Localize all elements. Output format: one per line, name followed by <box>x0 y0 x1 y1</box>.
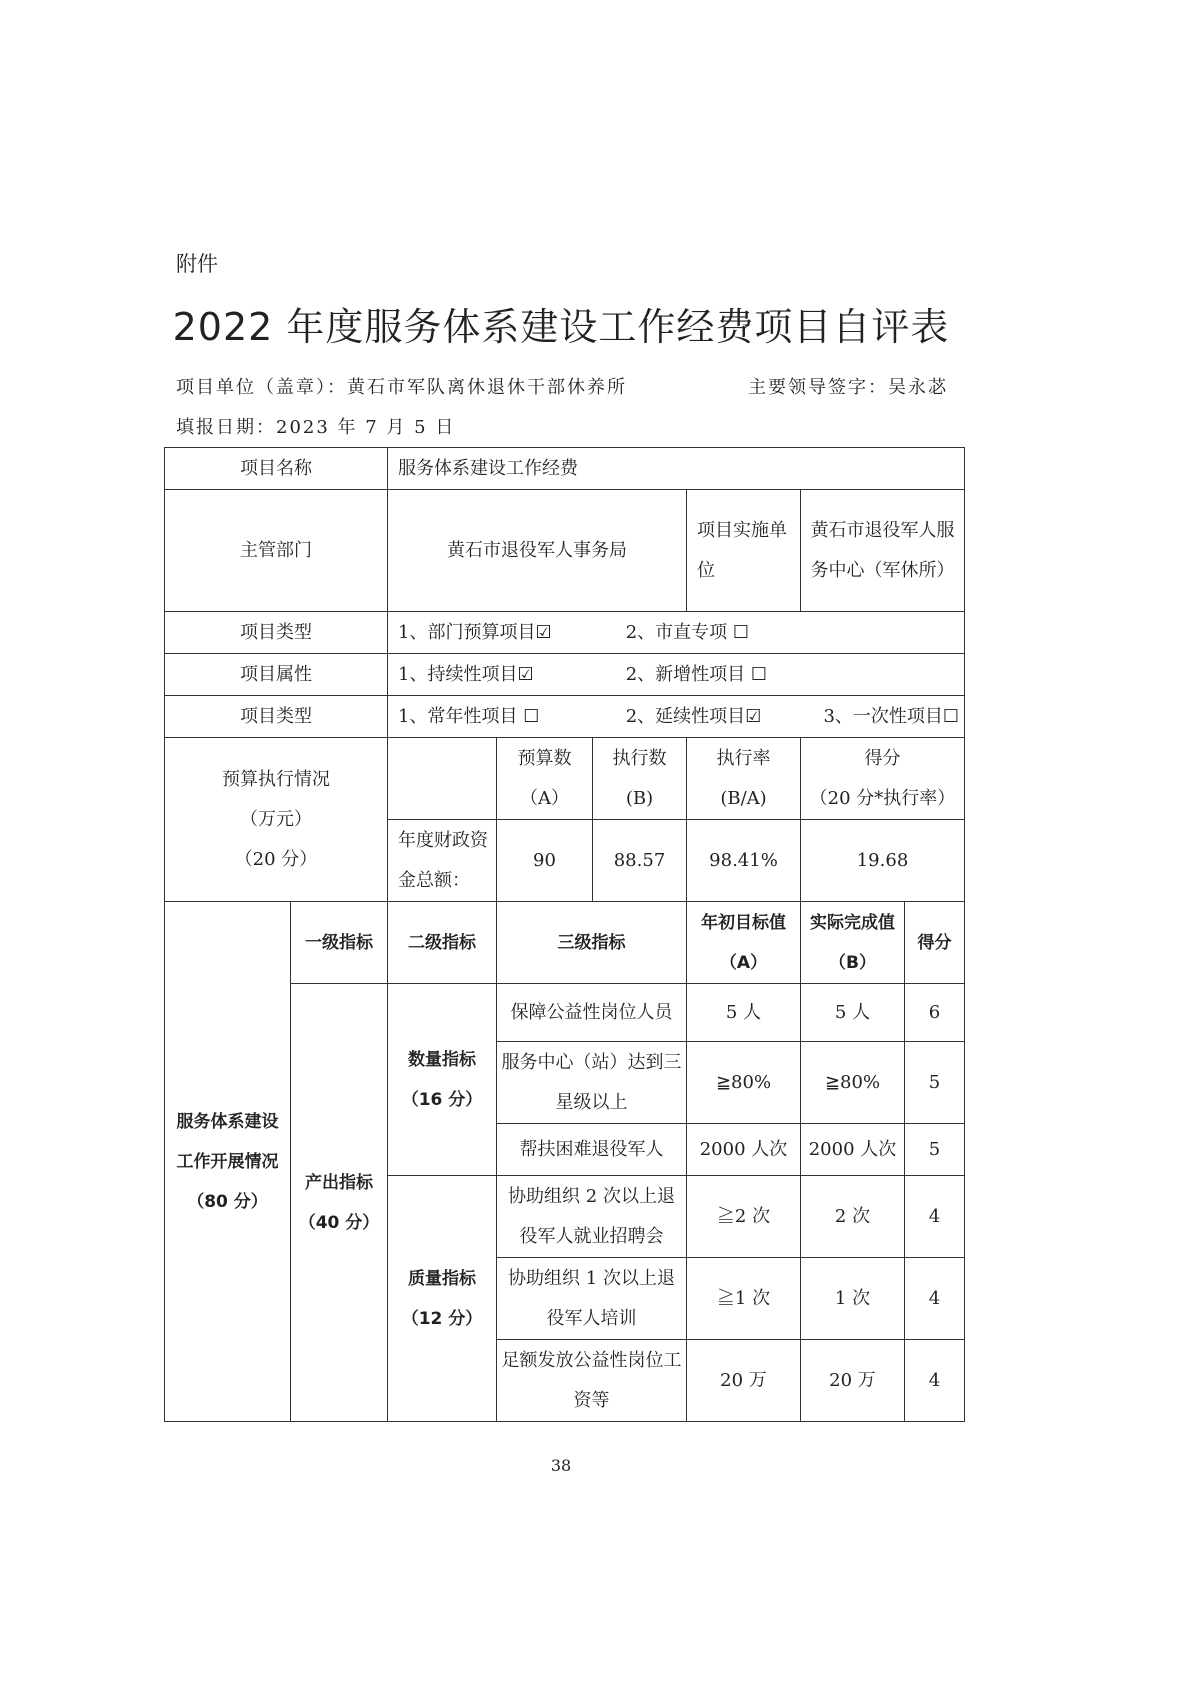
header-score <box>801 738 965 820</box>
project-type-options-2 <box>388 696 965 738</box>
item-cell: 帮扶困难退役军人 <box>497 1124 687 1176</box>
checked-box-icon: ☑ <box>535 621 552 643</box>
budget-label-line1: 预算执行情况 <box>222 768 330 790</box>
quantity-indicator <box>388 984 497 1176</box>
header-level1: 一级指标 <box>291 902 388 984</box>
option-new <box>626 655 767 695</box>
option-label: 2、市直专项 <box>625 621 728 643</box>
option-extended <box>626 697 818 737</box>
option-label: 3、一次性项目 <box>823 705 943 727</box>
score-cell: 4 <box>905 1340 965 1422</box>
department-label: 主管部门 <box>165 490 388 612</box>
attachment-label: 附件 <box>176 252 218 276</box>
output-indicator-label: 产出指标 <box>305 1172 373 1193</box>
annual-funds-label: 年度财政资金总额： <box>388 820 497 902</box>
item-cell: 保障公益性岗位人员 <box>497 984 687 1042</box>
output-indicator <box>291 984 388 1422</box>
option-city-special <box>626 613 749 653</box>
implementing-unit-label: 项目实施单位 <box>687 490 801 612</box>
actual-cell: 2000 人次 <box>801 1124 905 1176</box>
option-one-time <box>823 697 959 737</box>
checked-box-icon: ☑ <box>517 663 534 685</box>
header-executed-sub: (B) <box>625 787 654 809</box>
option-label: 1、部门预算项目 <box>398 621 536 643</box>
option-label: 1、持续性项目 <box>398 663 518 685</box>
unchecked-box-icon: ☐ <box>750 663 768 685</box>
header-actual: 实际完成值（B） <box>801 902 905 984</box>
row-performance-header <box>165 902 965 984</box>
project-unit-label: 项目单位（盖章）： <box>176 377 347 398</box>
header-rate-sub: (B/A) <box>720 787 767 809</box>
item-cell: 足额发放公益性岗位工资等 <box>497 1340 687 1422</box>
header-budget-sub: （A） <box>520 787 569 809</box>
unchecked-box-icon: ☐ <box>942 705 960 727</box>
quality-indicator-sub: （12 分） <box>401 1308 483 1329</box>
budget-value: 90 <box>497 820 593 902</box>
page-number: 38 <box>550 1456 572 1475</box>
project-name-value: 服务体系建设工作经费 <box>388 448 965 490</box>
project-attribute-options <box>388 654 965 696</box>
option-regular <box>398 697 620 737</box>
header-level2: 二级指标 <box>388 902 497 984</box>
department-value: 黄石市退役军人事务局 <box>388 490 687 612</box>
quality-indicator <box>388 1176 497 1422</box>
header-executed-text: 执行数 <box>612 747 667 769</box>
item-cell: 协助组织 1 次以上退役军人培训 <box>497 1258 687 1340</box>
header-score-sub: （20 分*执行率） <box>809 787 956 809</box>
option-department-budget <box>398 613 620 653</box>
row-project-type-2 <box>165 696 965 738</box>
unchecked-box-icon: ☐ <box>523 705 540 727</box>
budget-label-line3: （20 分） <box>234 848 318 870</box>
option-label: 2、延续性项目 <box>625 705 746 727</box>
target-cell: 2000 人次 <box>687 1124 801 1176</box>
actual-cell: 20 万 <box>801 1340 905 1422</box>
score-cell: 4 <box>905 1176 965 1258</box>
self-evaluation-table <box>164 447 965 1422</box>
project-type-options <box>388 612 965 654</box>
budget-label-line2: （万元） <box>240 808 312 830</box>
project-attribute-label: 项目属性 <box>165 654 388 696</box>
quantity-indicator-label: 数量指标 <box>408 1049 476 1070</box>
score-value: 19.68 <box>801 820 965 902</box>
target-cell: ≧2 次 <box>687 1176 801 1258</box>
project-type-label: 项目类型 <box>165 696 388 738</box>
row-department <box>165 490 965 612</box>
quality-indicator-label: 质量指标 <box>408 1268 476 1289</box>
option-label: 2、新增性项目 <box>625 663 746 685</box>
actual-cell: 1 次 <box>801 1258 905 1340</box>
leader-signature <box>748 373 948 399</box>
header-budget <box>497 738 593 820</box>
unchecked-box-icon: ☐ <box>732 621 750 643</box>
budget-execution-label <box>165 738 388 902</box>
row-budget-header <box>165 738 965 820</box>
rate-value: 98.41% <box>687 820 801 902</box>
target-cell: ≧80% <box>687 1042 801 1124</box>
row-project-attribute <box>165 654 965 696</box>
option-label: 1、常年性项目 <box>398 705 518 727</box>
header-executed <box>593 738 687 820</box>
target-cell: ≧1 次 <box>687 1258 801 1340</box>
option-continuous <box>398 655 620 695</box>
header-item-score: 得分 <box>905 902 965 984</box>
fill-date <box>176 413 455 439</box>
actual-cell: 2 次 <box>801 1176 905 1258</box>
header-level3: 三级指标 <box>497 902 687 984</box>
header-rate-text: 执行率 <box>716 747 771 769</box>
score-cell: 4 <box>905 1258 965 1340</box>
quantity-indicator-sub: （16 分） <box>401 1089 483 1110</box>
item-cell: 协助组织 2 次以上退役军人就业招聘会 <box>497 1176 687 1258</box>
output-indicator-sub: （40 分） <box>298 1212 380 1233</box>
score-cell: 6 <box>905 984 965 1042</box>
leader-label: 主要领导签字： <box>748 377 888 398</box>
executed-value: 88.57 <box>593 820 687 902</box>
actual-cell: ≧80% <box>801 1042 905 1124</box>
project-type-label: 项目类型 <box>165 612 388 654</box>
implementing-unit-value: 黄石市退役军人服务中心（军休所） <box>801 490 965 612</box>
row-project-name <box>165 448 965 490</box>
leader-value: 吴永苾 <box>888 377 948 398</box>
fill-date-label: 填报日期： <box>176 417 276 438</box>
header-target: 年初目标值（A） <box>687 902 801 984</box>
header-rate <box>687 738 801 820</box>
project-unit-value: 黄石市军队离休退休干部休养所 <box>347 377 627 398</box>
score-cell: 5 <box>905 1124 965 1176</box>
checked-box-icon: ☑ <box>745 705 762 727</box>
item-cell: 服务中心（站）达到三星级以上 <box>497 1042 687 1124</box>
budget-blank-cell <box>388 738 497 820</box>
project-unit <box>176 373 627 399</box>
header-score-text: 得分 <box>864 747 901 769</box>
target-cell: 20 万 <box>687 1340 801 1422</box>
page-title: 2022 年度服务体系建设工作经费项目自评表 <box>172 305 950 349</box>
project-name-label: 项目名称 <box>165 448 388 490</box>
header-budget-text: 预算数 <box>517 747 572 769</box>
target-cell: 5 人 <box>687 984 801 1042</box>
row-project-type-1 <box>165 612 965 654</box>
actual-cell: 5 人 <box>801 984 905 1042</box>
performance-section-label: 服务体系建设工作开展情况（80 分） <box>165 902 291 1422</box>
score-cell: 5 <box>905 1042 965 1124</box>
fill-date-value: 2023 年 7 月 5 日 <box>276 417 456 438</box>
